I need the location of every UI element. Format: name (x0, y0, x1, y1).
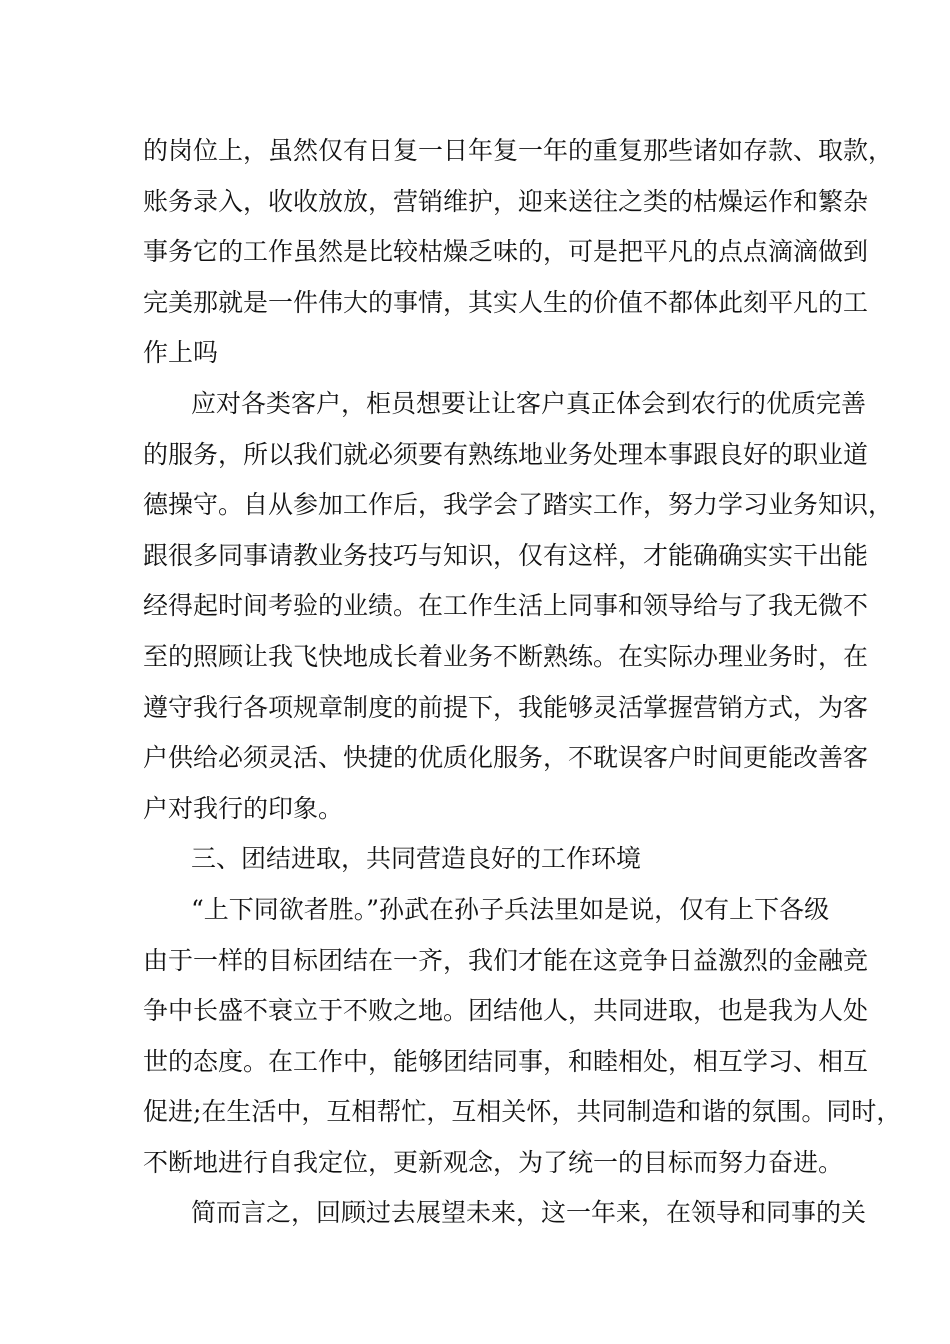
text-line: 账务录入，收收放放，营销维护，迎来送往之类的枯燥运作和繁杂 (143, 186, 869, 216)
text-line: 的服务，所以我们就必须要有熟练地业务处理本事跟良好的职业道 (143, 439, 869, 469)
paragraph-start-line: “上下同欲者胜。”孙武在孙子兵法里如是说，仅有上下各级 (191, 894, 830, 924)
document-body (143, 126, 902, 1239)
text-line: 由于一样的目标团结在一齐，我们才能在这竞争日益激烈的金融竞 (143, 945, 869, 975)
text-line: 户供给必须灵活、快捷的优质化服务，不耽误客户时间更能改善客 (143, 743, 869, 773)
text-line: 不断地进行自我定位，更新观念，为了统一的目标而努力奋进。 (143, 1147, 844, 1177)
text-line: 促进;在生活中，互相帮忙，互相关怀，共同制造和谐的氛围。同时， (143, 1097, 902, 1127)
text-line: 至的照顾让我飞快地成长着业务不断熟练。在实际办理业务时，在 (143, 641, 869, 671)
text-line: 作上吗 (143, 338, 219, 368)
paragraph-start-line: 应对各类客户，柜员想要让让客户真正体会到农行的优质完善 (191, 388, 867, 418)
text-line: 争中长盛不衰立于不败之地。团结他人，共同进取，也是我为人处 (143, 996, 869, 1026)
text-line: 事务它的工作虽然是比较枯燥乏味的，可是把平凡的点点滴滴做到 (143, 237, 869, 267)
text-line: 经得起时间考验的业绩。在工作生活上同事和领导给与了我无微不 (143, 591, 869, 621)
paragraph-start-line: 简而言之，回顾过去展望未来，这一年来，在领导和同事的关 (191, 1198, 867, 1228)
text-line: 户对我行的印象。 (143, 793, 344, 823)
section-heading: 三、团结进取，共同营造良好的工作环境 (191, 844, 642, 874)
text-line: 跟很多同事请教业务技巧与知识，仅有这样，才能确确实实干出能 (143, 540, 869, 570)
text-line: 世的态度。在工作中，能够团结同事，和睦相处，相互学习、相互 (143, 1046, 869, 1076)
text-line: 遵守我行各项规章制度的前提下，我能够灵活掌握营销方式，为客 (143, 692, 869, 722)
text-line: 德操守。自从参加工作后，我学会了踏实工作，努力学习业务知识， (143, 490, 894, 520)
text-line: 完美那就是一件伟大的事情，其实人生的价值不都体此刻平凡的工 (143, 287, 869, 317)
text-line: 的岗位上，虽然仅有日复一日年复一年的重复那些诸如存款、取款， (143, 136, 894, 165)
